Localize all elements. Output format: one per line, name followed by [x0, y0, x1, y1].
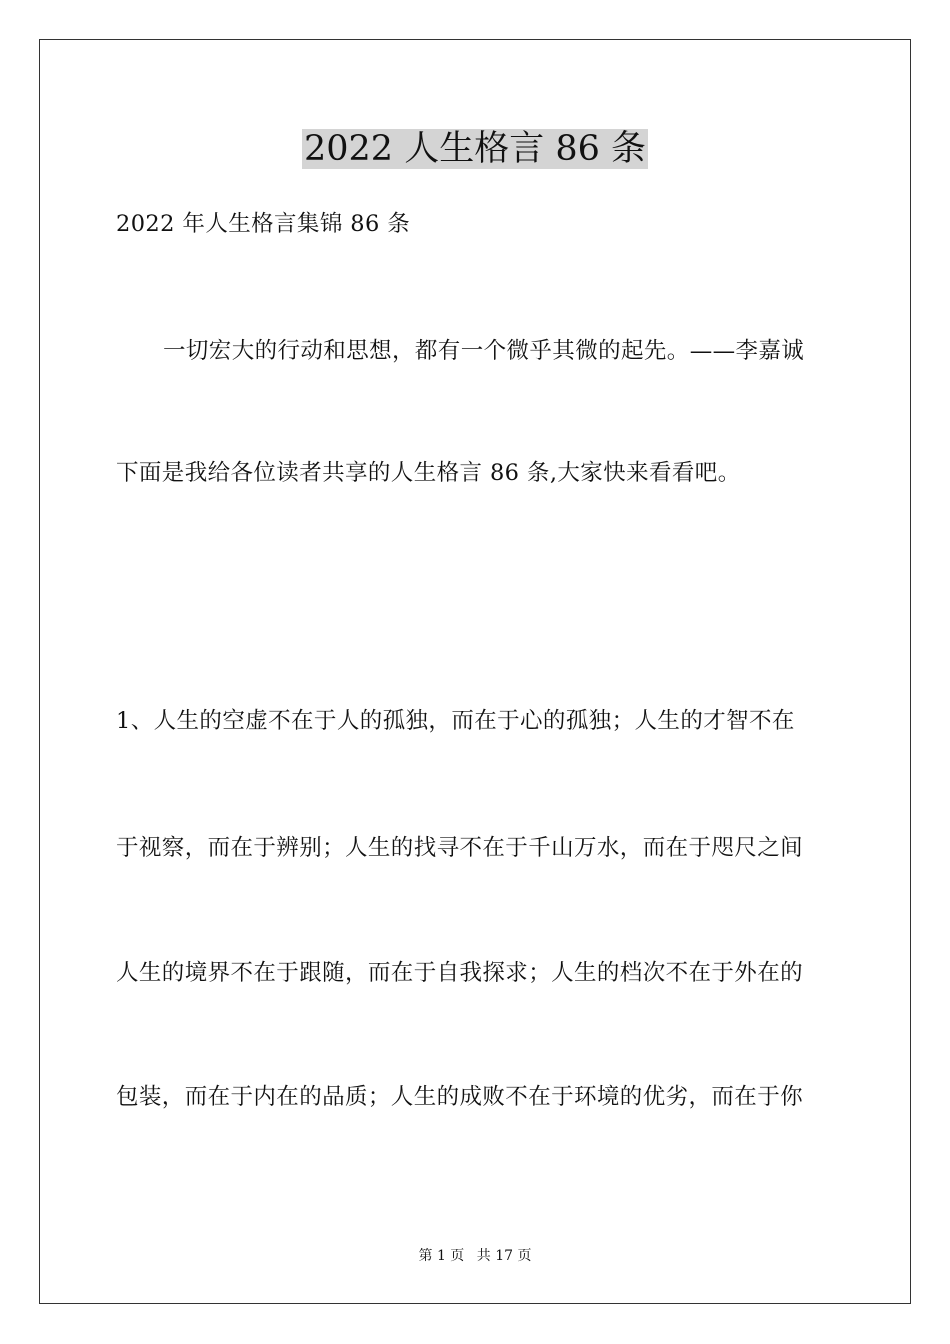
document-title	[0, 126, 950, 172]
body-line-2: 于视察，而在于辨别；人生的找寻不在于千山万水，而在于咫尺之间	[116, 835, 804, 861]
quote-paragraph: 一切宏大的行动和思想，都有一个微乎其微的起先。——李嘉诚	[163, 338, 805, 364]
page-footer	[0, 1246, 950, 1266]
body-line-3: 人生的境界不在于跟随，而在于自我探求；人生的档次不在于外在的	[116, 960, 804, 986]
document-subtitle: 2022 年人生格言集锦 86 条	[116, 211, 411, 237]
document-title-text: 2022 人生格言 86 条	[304, 129, 646, 169]
page-total: 共 17 页	[476, 1248, 532, 1264]
body-line-1: 1、人生的空虚不在于人的孤独，而在于心的孤独；人生的才智不在	[116, 708, 795, 734]
page-number: 第 1 页	[418, 1248, 465, 1264]
body-line-4: 包装，而在于内在的品质；人生的成败不在于环境的优劣，而在于你	[116, 1084, 804, 1110]
intro-paragraph: 下面是我给各位读者共享的人生格言 86 条,大家快来看看吧。	[116, 460, 741, 486]
